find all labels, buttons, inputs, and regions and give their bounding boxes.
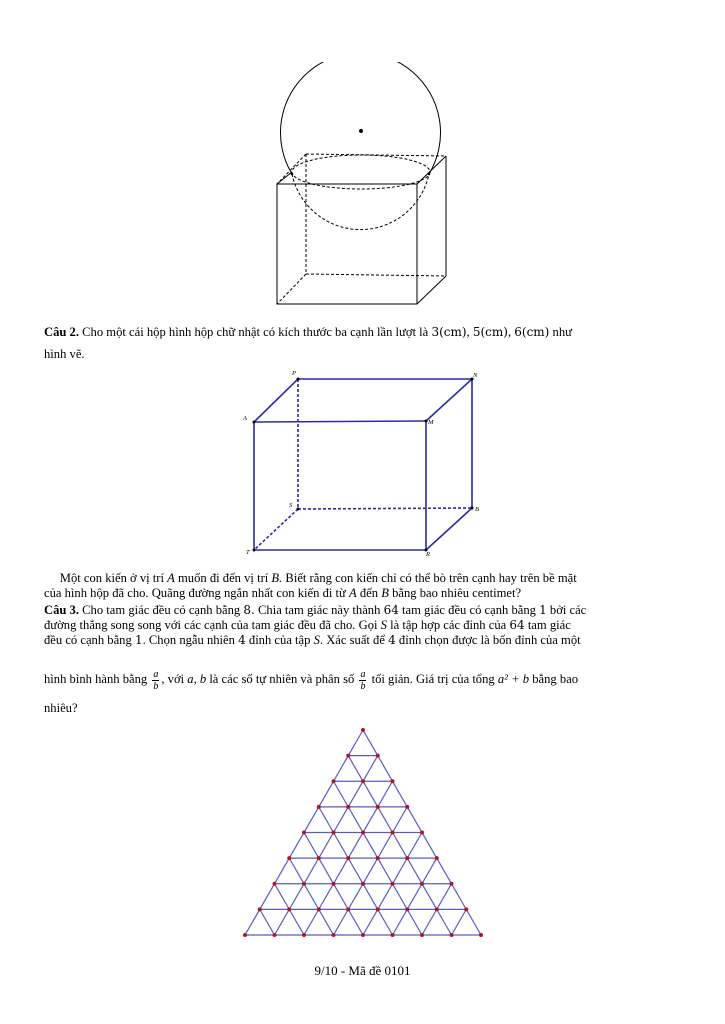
grid-vertex (361, 779, 365, 783)
grid-vertex (287, 856, 291, 860)
grid-vertex (361, 882, 365, 886)
grid-vertex (435, 856, 439, 860)
grid-line (319, 807, 393, 935)
grid-line (260, 909, 275, 935)
grid-vertex (450, 933, 454, 937)
question-2-body: Một con kiến ở vị trí A muốn đi đến vị trí B. Biết rằng con kiến chỉ có thể bò trên cạnh hay trên bề mặt của hình hộp đã cho. Quãng đường ngắn nhất con kiến đi từ A đến B bằng bao nhiêu centimet? (44, 571, 577, 600)
grid-line (289, 858, 333, 935)
grid-vertex (464, 907, 468, 911)
question-3-statement: Câu 3. Cho tam giác đều có cạnh bằng 8. Chia tam giác này thành 64 tam giác đều có cạnh bằng 1 bởi các đường thẳng song song với các cạnh của tam giác đều đã cho. Gọi S là tập hợp các đỉnh của 64 tam giác đều có cạnh bằng 1. Chọn ngẫu nhiên 4 đỉnh của tập S. Xác suất để 4 đỉnh chọn được là bốn đỉnh của một (44, 603, 587, 647)
grid-vertex (287, 907, 291, 911)
grid-vertex (302, 933, 306, 937)
vertex-label-r: R (426, 551, 430, 558)
vertex-label-b: B (475, 506, 479, 513)
question-2-statement: Câu 2. Cho một cái hộp hình hộp chữ nhật có kích thước ba cạnh lần lượt là 3(cm), 5(cm), 6(cm) như hình vẽ. (44, 325, 572, 361)
vertex-label-m: M (428, 419, 434, 426)
grid-vertex (420, 933, 424, 937)
grid-vertex (258, 907, 262, 911)
grid-vertex (302, 882, 306, 886)
grid-vertex (332, 831, 336, 835)
vertex-label-n: N (473, 372, 478, 379)
grid-vertex (361, 831, 365, 835)
grid-vertex (243, 933, 247, 937)
question-3-continued: hình bình hành bằng $\frac{a}{b}$ , với a, b là các số tự nhiên và phân số $\frac{a}{b}$ tối giản. Giá trị của tổng a² + b bằng bao (44, 668, 578, 692)
vertex-label-s: S (289, 502, 293, 509)
rectangular-box-figure (238, 366, 488, 562)
grid-vertex (405, 907, 409, 911)
grid-vertex (376, 805, 380, 809)
grid-vertex (391, 779, 395, 783)
sphere-center-dot (359, 129, 363, 133)
cube-front-face (277, 184, 417, 304)
grid-vertex (332, 933, 336, 937)
grid-vertex (332, 779, 336, 783)
grid-vertex (317, 805, 321, 809)
grid-vertex (317, 856, 321, 860)
grid-vertex (376, 856, 380, 860)
grid-vertex (376, 907, 380, 911)
vertex-label-p: P (292, 370, 296, 377)
grid-vertex (317, 907, 321, 911)
grid-vertex (361, 728, 365, 732)
grid-vertex (391, 882, 395, 886)
question-3-title: Câu 3. (44, 603, 79, 617)
grid-line (334, 807, 408, 935)
grid-line (452, 909, 467, 935)
grid-vertex (391, 831, 395, 835)
sphere-cube-figure (270, 62, 460, 312)
grid-vertex (332, 882, 336, 886)
sphere-outline (281, 62, 441, 174)
triangle-grid-figure (238, 724, 488, 940)
grid-vertex (346, 754, 350, 758)
grid-vertex (302, 831, 306, 835)
grid-vertex (346, 805, 350, 809)
grid-vertex (346, 856, 350, 860)
grid-vertex (346, 907, 350, 911)
page-footer: 9/10 - Mã đề 0101 (314, 963, 411, 978)
grid-vertex (405, 805, 409, 809)
vertex-label-t: T (246, 549, 250, 556)
fraction-a-over-b-2: $\frac{a}{b}$ (360, 668, 366, 692)
grid-vertex (420, 882, 424, 886)
grid-vertex (273, 933, 277, 937)
question-3-end: nhiêu? (44, 701, 78, 715)
fraction-a-over-b: $\frac{a}{b}$ (153, 668, 159, 692)
grid-vertex (376, 754, 380, 758)
vertex-label-a: A (243, 415, 247, 422)
question-2-title: Câu 2. (44, 325, 79, 339)
grid-vertex (450, 882, 454, 886)
grid-vertex (420, 831, 424, 835)
grid-vertex (405, 856, 409, 860)
grid-vertex (273, 882, 277, 886)
grid-vertex (479, 933, 483, 937)
grid-line (393, 858, 437, 935)
grid-vertex (435, 907, 439, 911)
grid-vertex (391, 933, 395, 937)
grid-vertex (361, 933, 365, 937)
